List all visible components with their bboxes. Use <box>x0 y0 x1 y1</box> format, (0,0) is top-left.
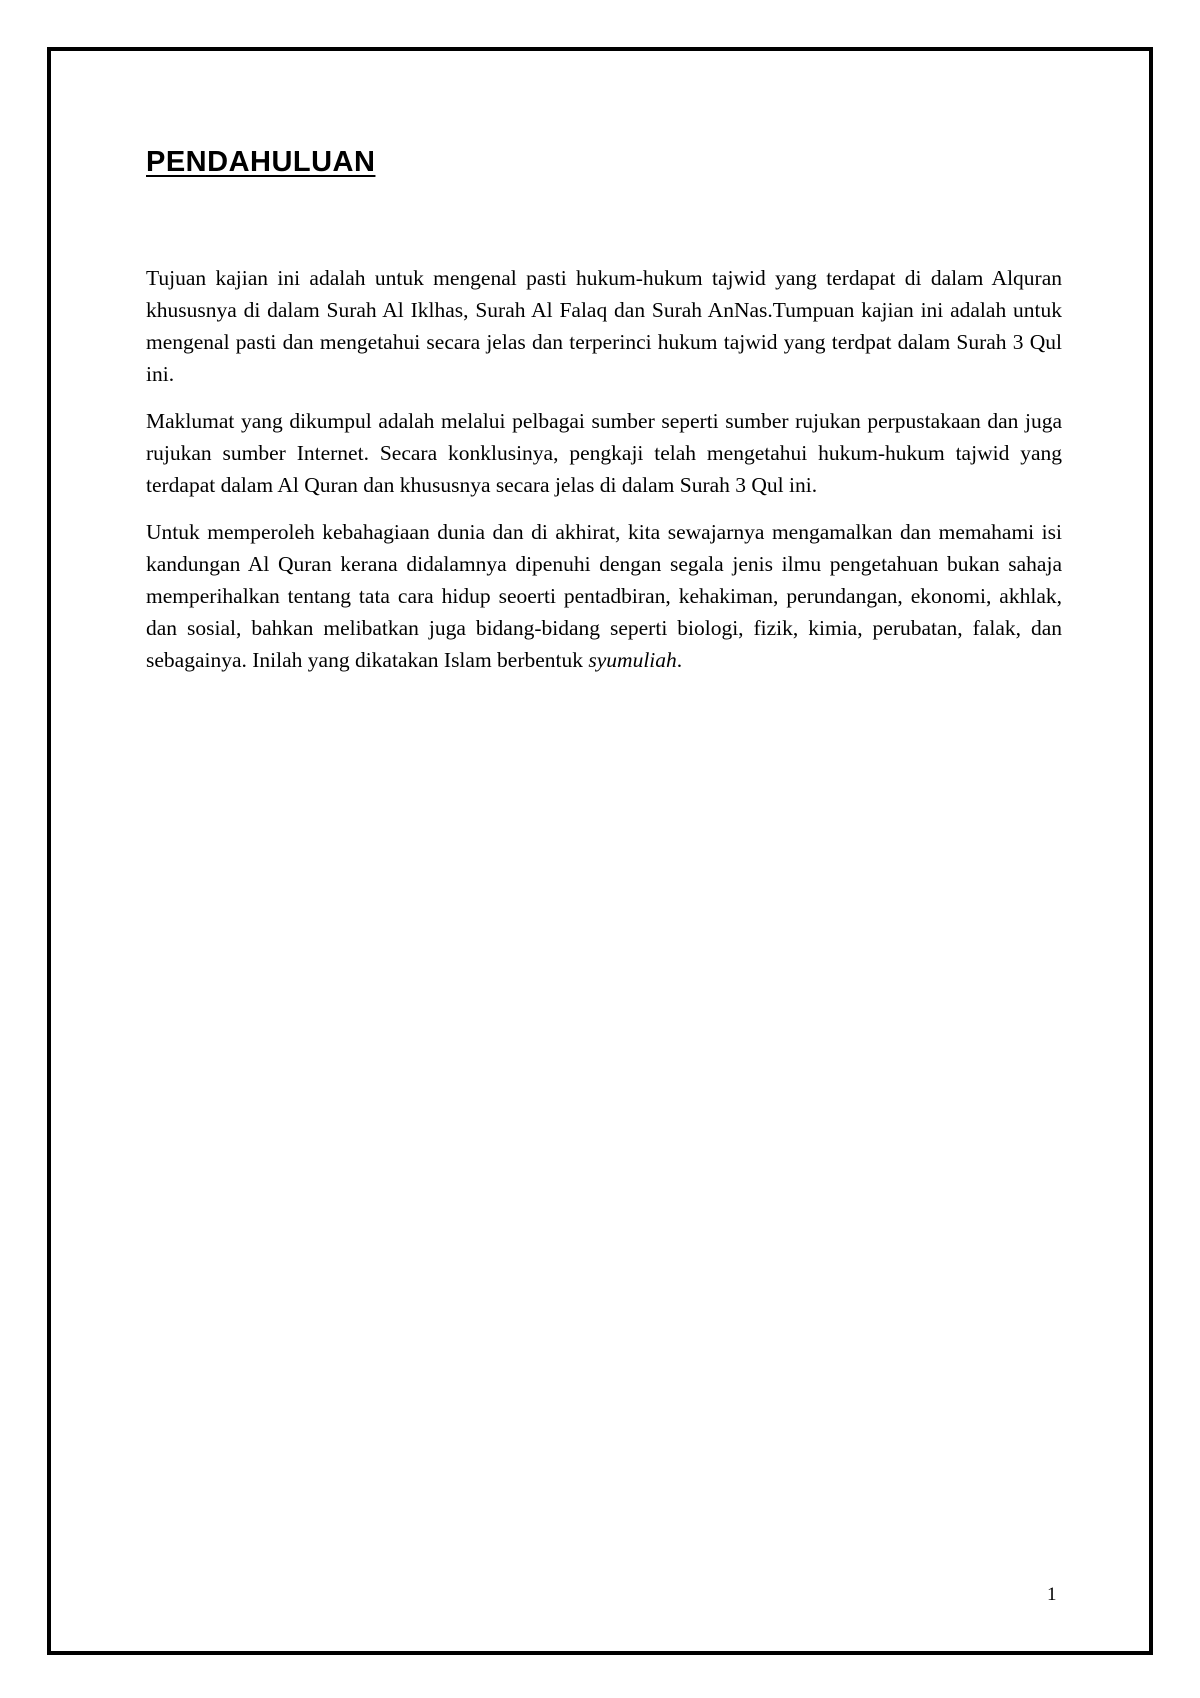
paragraph-1: Tujuan kajian ini adalah untuk mengenal pasti hukum-hukum tajwid yang terdapat di dalam Alquran khususnya di dalam Surah Al Iklhas, Surah Al Falaq dan Surah AnNas.Tumpuan kajian ini adalah untuk mengenal pasti dan mengetahui secara jelas dan terperinci hukum tajwid yang terdpat dalam Surah 3 Qul ini. <box>146 266 1062 386</box>
paragraph-2: Maklumat yang dikumpul adalah melalui pelbagai sumber seperti sumber rujukan perpustakaan dan juga rujukan sumber Internet. Secara konklusinya, pengkaji telah mengetahui hukum-hukum tajwid yang terdapat dalam Al Quran dan khususnya secara jelas di dalam Surah 3 Qul ini. <box>146 409 1062 497</box>
page-number: 1 <box>1047 1584 1057 1605</box>
paragraph-3-text: Untuk memperoleh kebahagiaan dunia dan di akhirat, kita sewajarnya mengamalkan dan memahami isi kandungan Al Quran kerana didalamnya dipenuhi dengan segala jenis ilmu pengetahuan bukan sahaja memperihalkan tentang tata cara hidup seoerti pentadbiran, kehakiman, perundangan, ekonomi, akhlak, dan sosial, bahkan melibatkan juga bidang-bidang seperti biologi, fizik, kimia, perubatan, falak, dan sebagainya. Inilah yang dikatakan Islam berbentuk <box>146 520 1062 672</box>
paragraph-3-end: . <box>676 648 683 672</box>
document-body <box>146 262 1062 691</box>
emphasis-term: syumuliah <box>588 648 677 672</box>
page-heading: PENDAHULUAN <box>146 146 376 178</box>
paragraph-3 <box>146 516 1062 676</box>
